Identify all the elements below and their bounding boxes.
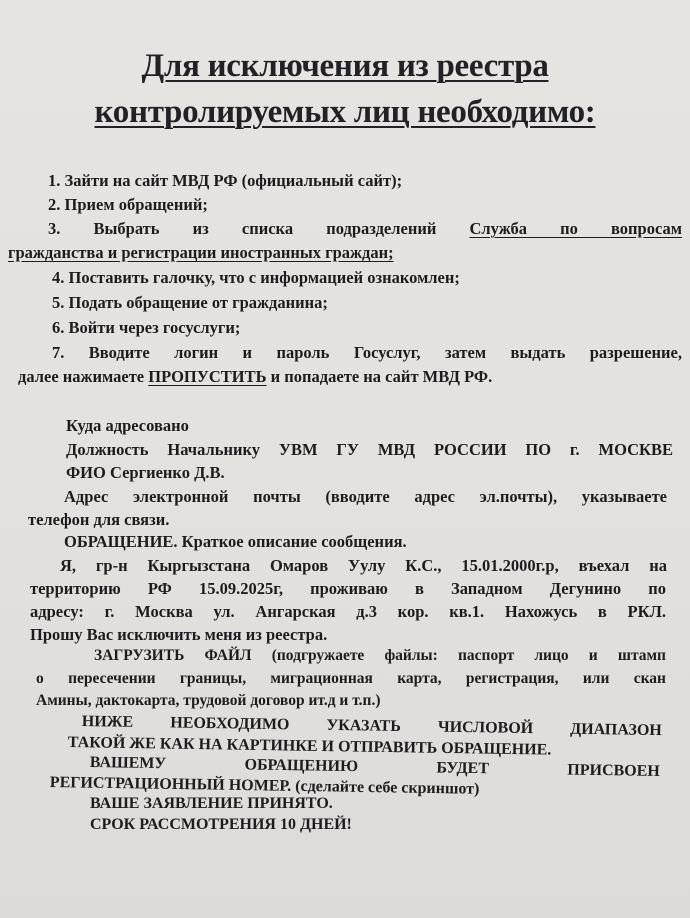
step-6: 6. Войти через госуслуги; xyxy=(52,318,241,337)
step-1: 1. Зайти на сайт МВД РФ (официальный сайт); xyxy=(48,171,403,190)
range-line-2: ТАКОЙ ЖЕ КАК НА КАРТИНКЕ И ОТПРАВИТЬ ОБРАЩЕНИЕ. xyxy=(67,734,552,759)
step-2: 2. Прием обращений; xyxy=(48,195,208,214)
appeal-body-line-1: Я, гр-н Кыргызстана Омаров Уулу К.С., 15.01.2000г.р, въехал на xyxy=(60,556,667,575)
appeal-body-line-4: Прошу Вас исключить меня из реестра. xyxy=(30,625,328,644)
step-4: 4. Поставить галочку, что с информацией ознакомлен; xyxy=(52,268,460,287)
step-7-line-2 xyxy=(18,367,492,387)
reg-line-1: ВАШЕМУ ОБРАЩЕНИЮ БУДЕТ ПРИСВОЕН xyxy=(89,754,660,780)
step-3 xyxy=(48,219,682,239)
step-7-line-1: 7. Вводите логин и пароль Госуслуг, затем выдать разрешение, xyxy=(52,343,682,362)
step-3-prefix: 3. Выбрать из списка подразделений xyxy=(48,219,470,238)
upload-line-3: Амины, дактокарта, трудовой договор ит.д и т.п.) xyxy=(36,692,381,709)
skip-word: ПРОПУСТИТЬ xyxy=(148,367,267,386)
step-5: 5. Подать обращение от гражданина; xyxy=(52,293,328,312)
title-line-2: контролируемых лиц необходимо: xyxy=(94,94,596,130)
position-line: Должность Начальнику УВМ ГУ МВД РОССИИ ПО г. МОСКВЕ xyxy=(66,440,673,459)
appeal-body-line-2: территорию РФ 15.09.2025г, проживаю в Западном Дегунино по xyxy=(30,579,666,598)
upload-line-2: о пересечении границы, миграционная карта, регистрация, или скан xyxy=(36,670,666,687)
title-line-1: Для исключения из реестра xyxy=(141,48,549,84)
range-line-1: НИЖЕ НЕОБХОДИМО УКАЗАТЬ ЧИСЛОВОЙ ДИАПАЗОН xyxy=(81,713,662,740)
email-line-2: телефон для связи. xyxy=(28,510,170,529)
appeal-heading: ОБРАЩЕНИЕ. Краткое описание сообщения. xyxy=(64,532,407,551)
upload-line-1: ЗАГРУЗИТЬ ФАЙЛ (подгружаете файлы: паспорт лицо и штамп xyxy=(94,647,666,664)
term-line: СРОК РАССМОТРЕНИЯ 10 ДНЕЙ! xyxy=(90,816,352,833)
fio-line: ФИО Сергиенко Д.В. xyxy=(66,463,225,482)
step-3-link-part-1: Служба по вопросам xyxy=(469,219,682,238)
email-line-1: Адрес электронной почты (вводите адрес эл.почты), указываете xyxy=(64,487,667,506)
accepted-line: ВАШЕ ЗАЯВЛЕНИЕ ПРИНЯТО. xyxy=(90,795,333,812)
step-7-suffix: и попадаете на сайт МВД РФ. xyxy=(266,367,493,386)
appeal-body-line-3: адресу: г. Москва ул. Ангарская д.3 кор. кв.1. Нахожусь в РКЛ. xyxy=(30,602,666,621)
addressed-label: Куда адресовано xyxy=(66,416,189,435)
step-3-link-part-2: гражданства и регистрации иностранных граждан; xyxy=(8,243,394,262)
reg-line-2: РЕГИСТРАЦИОННЫЙ НОМЕР. (сделайте себе скриншот) xyxy=(49,774,480,798)
step-7-prefix: далее нажимаете xyxy=(18,367,149,386)
